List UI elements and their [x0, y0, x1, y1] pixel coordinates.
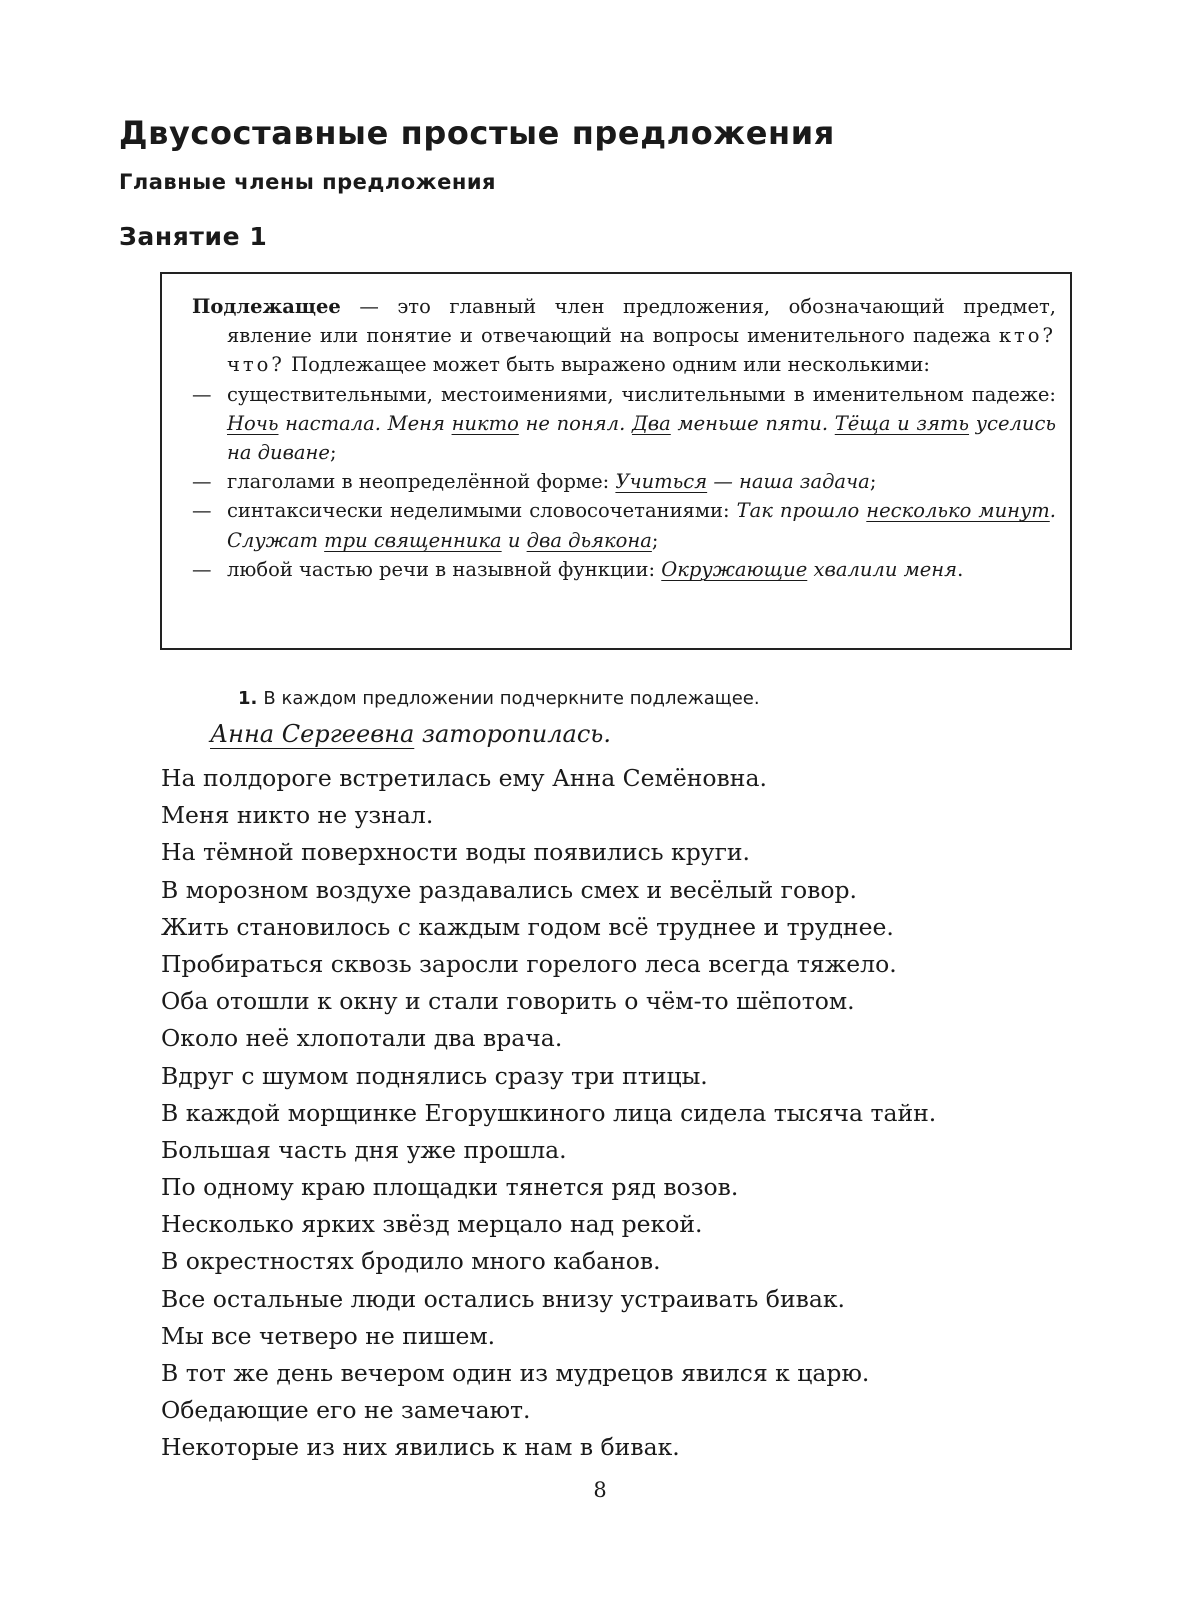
section-subtitle: Главные члены предложения	[119, 170, 497, 194]
page-number: 8	[593, 1478, 607, 1502]
rule-term: Подлежащее	[192, 295, 341, 318]
sentence: Меня никто не узнал.	[161, 801, 434, 830]
lesson-title: Занятие 1	[119, 222, 268, 251]
rule-item	[192, 467, 1056, 496]
example-subject-underlined: два дьякона	[526, 528, 652, 552]
rule-item-end: ;	[329, 441, 337, 465]
example-subject-underlined: три священника	[324, 528, 502, 552]
sentence: Вдруг с шумом поднялись сразу три птицы.	[161, 1061, 708, 1090]
sentence: Мы все четверо не пишем.	[161, 1321, 496, 1350]
example-subject-underlined: Два	[631, 411, 671, 435]
sentence: На полдороге встретилась ему Анна Семёновна.	[161, 764, 767, 792]
rule-question-what: что?	[227, 353, 285, 377]
rule-item	[192, 555, 1056, 584]
sentence: Пробираться сквозь заросли горелого леса всегда тяжело.	[161, 949, 897, 978]
sentence: Несколько ярких звёзд мерцало над рекой.	[161, 1210, 703, 1239]
task-text: В каждом предложении подчеркните подлежащее.	[263, 688, 760, 709]
example-subject-underlined: несколько минут	[866, 499, 1050, 523]
rule-item-text: синтаксически неделимыми словосочетаниями:	[227, 499, 737, 523]
sentence: По одному краю площадки тянется ряд возов.	[161, 1173, 739, 1202]
sentence: На тёмной поверхности воды появились круги.	[161, 838, 751, 867]
rule-item-end: ;	[651, 528, 659, 552]
sentence: Большая часть дня уже прошла.	[161, 1135, 567, 1164]
rule-question-who: кто?	[998, 324, 1056, 348]
section-title: Двусоставные простые предложения	[119, 114, 835, 152]
rule-item-text: любой частью речи в назывной функции:	[227, 557, 662, 581]
rule-item-dash: —	[192, 499, 212, 523]
rule-item-end: .	[957, 557, 964, 581]
rule-item-text: существительными, местоимениями, числительными в именительном падеже:	[227, 382, 1056, 406]
rule-item-dash: —	[192, 382, 212, 406]
rule-item-text: глаголами в неопределённой форме:	[227, 470, 616, 494]
rule-item	[192, 496, 1056, 554]
sentence: Некоторые из них явились к нам в бивак.	[161, 1433, 680, 1462]
sentence: Около неё хлопотали два врача.	[161, 1024, 563, 1053]
rule-definition-start: — это главный член предложения, обозначающий предмет, явление или понятие и отвечающий на вопросы именительного падежа	[227, 295, 1056, 348]
rule-text	[192, 292, 1056, 584]
rule-definition-end: Подлежащее может быть выражено одним или несколькими:	[284, 353, 930, 377]
example-subject-underlined: Учиться	[615, 470, 708, 494]
example-text: . Служат	[227, 499, 1056, 552]
example-sentence	[210, 720, 611, 748]
example-text: настала. Меня	[278, 411, 452, 435]
exercise-sentences	[161, 760, 1061, 1467]
example-text: Так прошло	[736, 499, 867, 523]
task-instruction	[238, 688, 760, 709]
example-text: и	[501, 528, 527, 552]
rule-items	[192, 380, 1056, 584]
example-text: не понял.	[518, 411, 632, 435]
rule-item-dash: —	[192, 557, 212, 581]
example-subject-underlined: никто	[451, 411, 519, 435]
rule-item	[192, 380, 1056, 468]
task-number: 1.	[238, 688, 258, 709]
sentence: Жить становилось с каждым годом всё труднее и труднее.	[161, 912, 894, 941]
rule-item-dash: —	[192, 470, 212, 494]
example-subject-underlined: Ночь	[227, 411, 279, 435]
sentence: В окрестностях бродило много кабанов.	[161, 1247, 661, 1276]
example-text: — наша задача	[707, 470, 870, 494]
rule-definition	[192, 292, 1056, 380]
sentence: В тот же день вечером один из мудрецов явился к царю.	[161, 1359, 870, 1387]
sentence: В морозном воздухе раздавались смех и весёлый говор.	[161, 875, 857, 904]
sentence: Оба отошли к окну и стали говорить о чём-то шёпотом.	[161, 987, 855, 1016]
rule-box	[160, 272, 1072, 650]
sentence: Все остальные люди остались внизу устраивать бивак.	[161, 1284, 846, 1313]
example-rest: заторопилась.	[414, 720, 611, 748]
example-subject: Анна Сергеевна	[210, 720, 415, 748]
example-text: уселись на диване	[227, 411, 1056, 465]
example-text: хвалили меня	[807, 557, 958, 581]
rule-item-end: ;	[869, 470, 877, 494]
sentence: В каждой морщинке Егорушкиного лица сидела тысяча тайн.	[161, 1098, 937, 1127]
sentence: Обедающие его не замечают.	[161, 1396, 531, 1425]
example-text: меньше пяти.	[670, 411, 835, 435]
example-subject-underlined: Окружающие	[661, 557, 808, 581]
example-subject-underlined: Тёща и зять	[834, 411, 970, 435]
